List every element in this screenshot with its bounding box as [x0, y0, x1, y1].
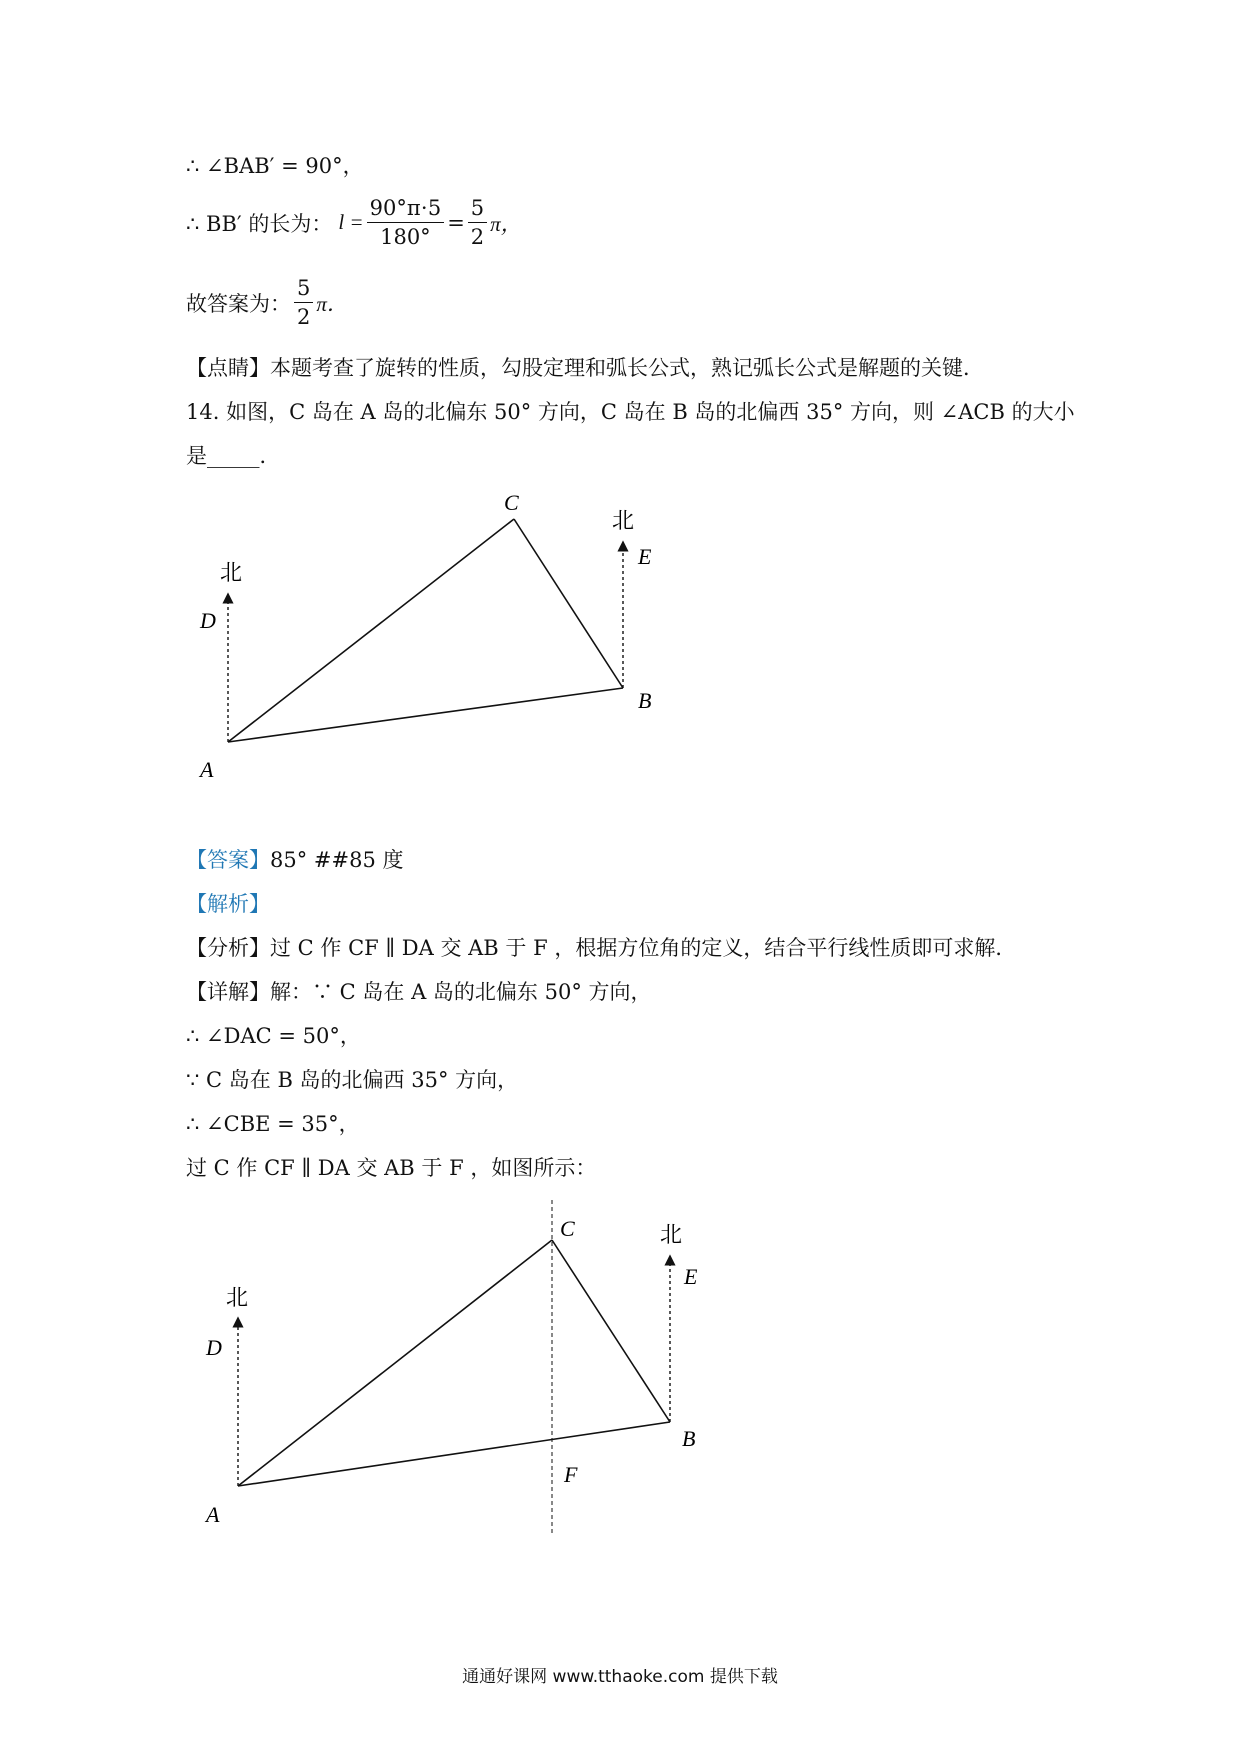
step-angle-cbe: ∴ ∠CBE = 35°， [186, 1112, 360, 1136]
arc-length-suffix: π， [490, 211, 522, 236]
north-label-a: 北 [226, 1285, 249, 1310]
page-footer: 通通好课网 www.tthaoke.com 提供下载 [462, 1667, 778, 1687]
line-answer-is [186, 276, 348, 329]
label-e: E [638, 544, 652, 569]
fraction-numerator: 5 [468, 196, 487, 223]
north-label-b: 北 [612, 508, 635, 533]
line-arc-length [186, 196, 522, 249]
label-f: F [564, 1462, 578, 1487]
arc-length-prefix: ∴ BB′ 的长为： [186, 211, 333, 236]
step-angle-dac: ∴ ∠DAC = 50°， [186, 1024, 361, 1048]
jiexi-tag: 【解析】 [186, 892, 270, 916]
figure-2-diagram [186, 1200, 746, 1550]
xiangjie-line: 【详解】解：∵ C 岛在 A 岛的北偏东 50° 方向， [186, 980, 652, 1004]
answer-fraction [294, 276, 313, 329]
label-d: D [200, 608, 216, 633]
label-c: C [560, 1216, 575, 1241]
north-label-a: 北 [220, 560, 243, 585]
question-14-line-2: 是_____． [186, 444, 281, 468]
answer-value: 85° ##85 度 [270, 848, 404, 872]
answer-tag: 【答案】 [186, 848, 270, 872]
label-c: C [504, 490, 519, 515]
answer-is-prefix: 故答案为： [186, 291, 291, 316]
segment-ab [238, 1422, 670, 1486]
fraction-denominator: 2 [297, 305, 311, 330]
label-a: A [206, 1502, 220, 1527]
dianjing-note: 【点睛】本题考查了旋转的性质，勾股定理和弧长公式，熟记弧长公式是解题的关键． [186, 356, 984, 380]
question-14-line-1: 14. 如图，C 岛在 A 岛的北偏东 50° 方向，C 岛在 B 岛的北偏西 35° 方向，则 ∠ACB 的大小 [186, 400, 1075, 424]
fraction-denominator: 180° [380, 225, 431, 250]
fenxi-line: 【分析】过 C 作 CF ∥ DA 交 AB 于 F ，根据方位角的定义，结合平行线性质即可求解． [186, 936, 1017, 960]
step-c-from-b: ∵ C 岛在 B 岛的北偏西 35° 方向， [186, 1068, 519, 1092]
label-e: E [684, 1264, 698, 1289]
answer-is-suffix: π． [316, 291, 348, 316]
label-a: A [200, 757, 214, 782]
equals-sign: = [447, 210, 465, 235]
label-b: B [682, 1426, 696, 1451]
fraction-denominator: 2 [470, 225, 485, 250]
segment-cb [552, 1240, 670, 1422]
figure-1-diagram [186, 480, 706, 800]
arc-length-fraction [367, 196, 445, 249]
result-fraction [468, 196, 487, 249]
arc-length-l: l = [338, 210, 364, 235]
label-b: B [638, 688, 652, 713]
north-label-b: 北 [660, 1222, 683, 1247]
fraction-numerator: 5 [294, 276, 313, 303]
segment-ac [238, 1240, 552, 1486]
segment-cb [514, 519, 623, 688]
label-d: D [206, 1335, 222, 1360]
fraction-numerator: 90°π⋅5 [367, 196, 445, 223]
step-construct-cf: 过 C 作 CF ∥ DA 交 AB 于 F ，如图所示： [186, 1156, 597, 1180]
answer-line [186, 844, 404, 874]
line-angle-bab: ∴ ∠BAB′ = 90°， [186, 154, 364, 178]
